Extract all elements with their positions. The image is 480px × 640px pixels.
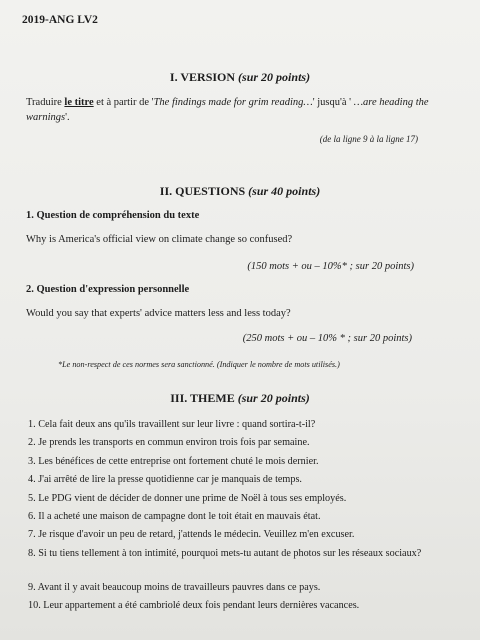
question-2-text: Would you say that experts' advice matters less and less today? xyxy=(26,308,291,319)
question-1-title: 1. Question de compréhension du texte xyxy=(26,210,200,221)
question-1-requirement: (150 mots + ou – 10%* ; sur 20 points) xyxy=(247,261,414,272)
list-item: 2. Je prends les transports en commun environ trois fois par semaine. xyxy=(28,437,310,449)
theme-heading-title: III. THEME xyxy=(170,391,235,405)
questions-points: (sur 40 points) xyxy=(248,184,321,198)
line-range-note: (de la ligne 9 à la ligne 17) xyxy=(319,134,418,144)
list-item: 8. Si tu tiens tellement à ton intimité, pourquoi mets-tu autant de photos sur les réseaux sociaux? xyxy=(28,547,422,559)
question-2-requirement: (250 mots + ou – 10% * ; sur 20 points) xyxy=(242,333,412,344)
quote-start: The findings made for grim reading… xyxy=(153,97,313,108)
theme-heading xyxy=(0,391,480,406)
list-item: 3. Les bénéfices de cette entreprise ont fortement chuté le mois dernier. xyxy=(28,455,319,467)
question-2-title: 2. Question d'expression personnelle xyxy=(26,284,190,295)
questions-heading-title: II. QUESTIONS xyxy=(159,184,246,198)
quote-end: …are heading the warnings xyxy=(26,97,429,123)
questions-heading xyxy=(0,184,480,199)
version-instructions: Traduire le titre et à partir de 'The findings made for grim reading…' jusqu'à ' …are heading the warnings'. xyxy=(26,97,429,123)
theme-points: (sur 20 points) xyxy=(237,391,310,405)
version-points: (sur 20 points) xyxy=(238,70,311,84)
question-1-text: Why is America's official view on climate change so confused? xyxy=(26,234,293,245)
version-heading xyxy=(0,70,480,85)
list-item: 4. J'ai arrêté de lire la presse quotidienne car je manquais de temps. xyxy=(28,474,302,486)
penalty-note: *Le non-respect de ces normes sera sanctionné. (Indiquer le nombre de mots utilisés.) xyxy=(58,360,340,369)
list-item: 7. Je risque d'avoir un peu de retard, j'attends le médecin. Veuillez m'en excuser. xyxy=(28,529,355,541)
list-item: 6. Il a acheté une maison de campagne dont le toit était en mauvais état. xyxy=(28,510,321,522)
title-emphasis: le titre xyxy=(64,97,94,108)
list-item: 5. Le PDG vient de décider de donner une prime de Noël à tous ses employés. xyxy=(28,492,347,504)
theme-sentence-list xyxy=(28,416,468,616)
exam-code: 2019-ANG LV2 xyxy=(22,14,98,26)
list-item: 1. Cela fait deux ans qu'ils travaillent sur leur livre : quand sortira-t-il? xyxy=(28,419,316,430)
list-item: 9. Avant il y avait beaucoup moins de travailleurs pauvres dans ce pays. xyxy=(28,581,321,593)
version-heading-title: I. VERSION xyxy=(169,70,236,84)
list-item: 10. Leur appartement a été cambriolé deux fois pendant leurs dernières vacances. xyxy=(28,600,360,612)
